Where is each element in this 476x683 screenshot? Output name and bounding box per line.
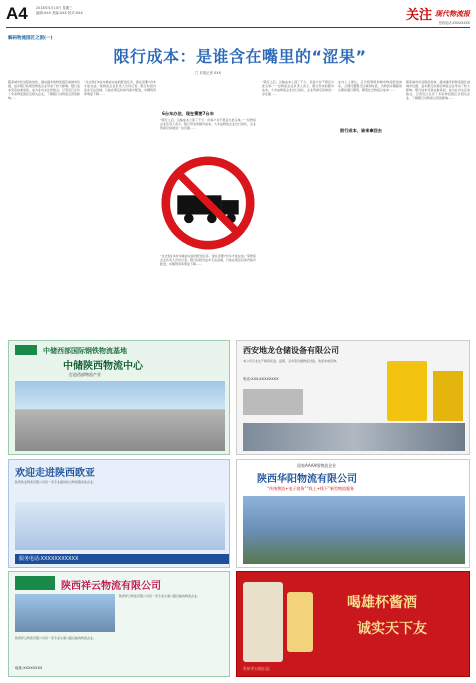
ad-xiongbei [236, 571, 470, 677]
ad5-body-2: 陕西祥云物流有限公司是一家专业从事公路运输的物流企业。 [15, 636, 97, 640]
article-col-1: 随着城市化进程的加快，越来越多的物流园区被城市包围，货车限行政策给物流企业带来了较大影响。限行成本究竟由谁承担，成为业内关注的焦点。记者近日走访了多家物流园区及相关企业，了解限行对物流运营的影响…… [8, 80, 80, 101]
xiangyun-logo-icon [15, 576, 55, 590]
article-col-3a: “限行之后，运输成本上涨了不少，但客户并不愿意为此买单。”一位物流企业负责人表示。限行带来的额外成本，大多由物流企业自行消化，企业利润空间被进一步压缩…… [160, 118, 256, 131]
ad1-title: 中储西部国际钢铁物流基地 [43, 347, 127, 355]
ad6-subtitle: 诚实天下友 [357, 621, 427, 637]
header-rule [6, 27, 470, 28]
ad3-body: 陕西欧亚物流有限公司是一家专业提供综合物流服务的企业。 [15, 480, 97, 484]
liquor-bottle-icon [243, 582, 283, 662]
article-title: 限行成本：是谁含在嘴里的“涩果” [113, 47, 367, 66]
article-col-3b: “过去我们6台车就能完成的配送任务，现在需要7台车才能完成。”某物流企业负责人告诉记者。限行时段内货车无法进城，只能在规定时间内集中配送，车辆利用率明显下降…… [160, 254, 256, 267]
ad1-tagline: 打造西部物流产业 [69, 372, 101, 377]
ad5-address: 地址:XXXXXXXX [15, 666, 43, 670]
ad2-warehouse-photo [243, 423, 465, 451]
ad6-footer: 贵州茅台镇出品 [243, 666, 270, 671]
no-truck-sign-icon [160, 155, 256, 251]
ad1-photo [15, 381, 225, 451]
ad6-title: 喝雄杯酱酒 [347, 595, 417, 611]
ad-dilong [236, 340, 470, 455]
ad3-title: 欢迎走进陕西欧亚 [15, 468, 95, 479]
stacker-icon [433, 371, 463, 421]
ad2-body: 本公司专业生产制造托盘、货架、叉车等仓储物流设备，欢迎来电咨询。 [243, 359, 340, 363]
byline: □ 本报记者 XXX [195, 71, 221, 75]
article-col-2: “过去我们6台车就能完成的配送任务，现在需要7台车才能完成。”某物流企业负责人告诉记者。限行时段内货车无法进城，只能在规定时间内集中配送，车辆利用率明显下降…… [84, 80, 156, 97]
zhongchu-logo-icon [15, 345, 37, 355]
ad-zhongchu [8, 340, 230, 455]
ad3-photo [15, 502, 225, 550]
ad-xiangyun [8, 571, 230, 677]
pallet-icon [243, 389, 303, 415]
section-tag: 解码物流园区之困(一) [8, 36, 53, 41]
article-col-4: 业内人士建议，应当统筹规划城市物流配送体系，合理设置限行区域和时段，为物流车辆提供必要的通行便利，降低社会物流总成本…… [338, 80, 402, 93]
header-phone: 热线电话:XXXXXXXX [438, 21, 470, 25]
ad4-subtitle: 国家AAAA级物流企业 [297, 463, 337, 468]
ad5-photo [15, 594, 115, 632]
ad2-title: 西安地龙仓储设备有限公司 [243, 346, 339, 355]
paper-name: 现代物流报 [435, 8, 470, 18]
ad2-phone: 电话:XXX-XXXXXXXX [243, 377, 279, 381]
header-meta: 2018年5月10日 星期三 编辑:XXX 美编:XXX 校对:XXX [36, 6, 83, 15]
ad-ouya [8, 459, 230, 568]
article-col-5: 随着城市化进程的加快，越来越多的物流园区被城市包围，货车限行政策给物流企业带来了较大影响。限行成本究竟由谁承担，成为业内关注的焦点。记者近日走访了多家物流园区及相关企业，了解限行对物流运营的影响…… [406, 80, 470, 101]
ad3-phone: 服务电话:XXXXXXXXXXX [15, 554, 229, 564]
ad4-photo [243, 496, 465, 564]
ad1-subtitle: 中储陕西物流中心 [63, 361, 143, 372]
ad4-title: 陕西华阳物流有限公司 [257, 474, 357, 485]
subhead-1: 6台车办法，现在需要7台车 [162, 111, 214, 116]
ad5-title: 陕西祥云物流有限公司 [61, 581, 161, 592]
page-number: A4 [6, 4, 28, 23]
forklift-icon [387, 361, 427, 421]
ad-huayang [236, 459, 470, 568]
subhead-2: 限行成本，谁来拿回去 [340, 128, 382, 133]
liquor-box-icon [287, 592, 313, 652]
section-name: 关注 [405, 8, 432, 23]
ad5-body: 陕西祥云物流有限公司是一家专业从事公路运输的物流企业。 [119, 594, 201, 598]
ad4-slogan: “传统物流+电子商务”“线上+线下”新型物流服务 [267, 486, 354, 491]
article-col-3: “限行之后，运输成本上涨了不少，但客户并不愿意为此买单。”一位物流企业负责人表示。限行带来的额外成本，大多由物流企业自行消化，企业利润空间被进一步压缩…… [262, 80, 334, 97]
